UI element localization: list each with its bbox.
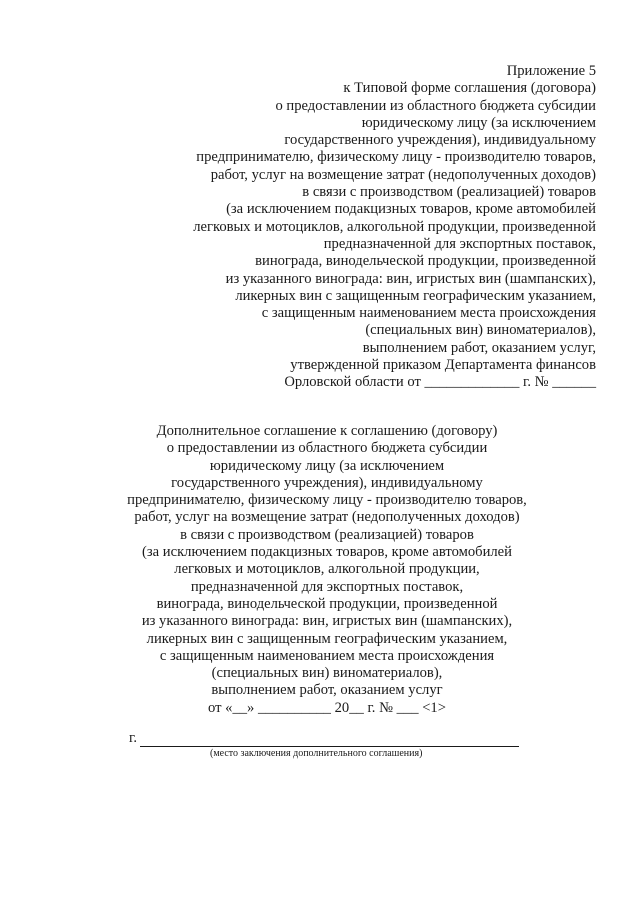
appendix-line: работ, услуг на возмещение затрат (недополученных доходов) xyxy=(210,166,596,183)
title-line: из указанного винограда: вин, игристых вин (шампанских), xyxy=(141,613,513,630)
title-line: (за исключением подакцизных товаров, кроме автомобилей xyxy=(142,544,512,561)
appendix-line: к Типовой форме соглашения (договора) xyxy=(343,80,596,97)
appendix-line: выполнением работ, оказанием услуг, xyxy=(362,339,596,356)
title-line: ликерных вин с защищенным географическим указанием, xyxy=(146,630,508,647)
title-line: винограда, винодельческой продукции, произведенной xyxy=(156,595,498,612)
appendix-line: из указанного винограда: вин, игристых вин (шампанских), xyxy=(225,270,596,287)
appendix-line: в связи с производством (реализацией) товаров xyxy=(302,184,596,201)
agreement-title xyxy=(0,423,640,717)
city-prefix: г. xyxy=(129,730,137,746)
appendix-line: предпринимателю, физическому лицу - производителю товаров, xyxy=(196,149,596,166)
title-line: Дополнительное соглашение к соглашению (договору) xyxy=(156,423,498,439)
appendix-header xyxy=(36,63,596,392)
appendix-line: Орловской области от _____________ г. № ______ xyxy=(284,374,596,391)
place-of-signing-row xyxy=(129,730,519,748)
title-line: юридическому лицу (за исключением xyxy=(209,457,445,474)
title-line: с защищенным наименованием места происхождения xyxy=(159,647,495,664)
appendix-line: (специальных вин) виноматериалов), xyxy=(365,322,596,339)
title-line: предназначенной для экспортных поставок, xyxy=(190,578,464,595)
appendix-line: о предоставлении из областного бюджета субсидии xyxy=(275,97,596,114)
title-line: выполнением работ, оказанием услуг xyxy=(211,682,443,699)
title-line: легковых и мотоциклов, алкогольной продукции, xyxy=(174,561,480,578)
title-line: предпринимателю, физическому лицу - производителю товаров, xyxy=(127,492,527,509)
title-line: работ, услуг на возмещение затрат (недополученных доходов) xyxy=(134,509,520,526)
appendix-line: ликерных вин с защищенным географическим указанием, xyxy=(235,287,596,304)
title-line: (специальных вин) виноматериалов), xyxy=(211,665,443,682)
appendix-line: государственного учреждения), индивидуальному xyxy=(284,132,596,149)
appendix-line: юридическому лицу (за исключением xyxy=(361,114,596,131)
place-of-signing-caption: (место заключения дополнительного соглашения) xyxy=(210,748,423,759)
title-line: от «__» __________ 20__ г. № ___ <1> xyxy=(208,699,446,716)
appendix-line: Приложение 5 xyxy=(506,63,596,79)
place-of-signing-field[interactable] xyxy=(140,746,519,747)
appendix-line: винограда, винодельческой продукции, произведенной xyxy=(255,253,596,270)
appendix-line: с защищенным наименованием места происхождения xyxy=(261,305,596,322)
title-line: в связи с производством (реализацией) товаров xyxy=(180,526,474,543)
title-line: о предоставлении из областного бюджета субсидии xyxy=(166,440,488,457)
title-line: государственного учреждения), индивидуальному xyxy=(171,474,483,491)
appendix-line: (за исключением подакцизных товаров, кроме автомобилей xyxy=(226,201,596,218)
appendix-line: легковых и мотоциклов, алкогольной продукции, произведенной xyxy=(193,218,596,235)
appendix-line: предназначенной для экспортных поставок, xyxy=(323,235,596,252)
appendix-line: утвержденной приказом Департамента финансов xyxy=(290,357,596,374)
